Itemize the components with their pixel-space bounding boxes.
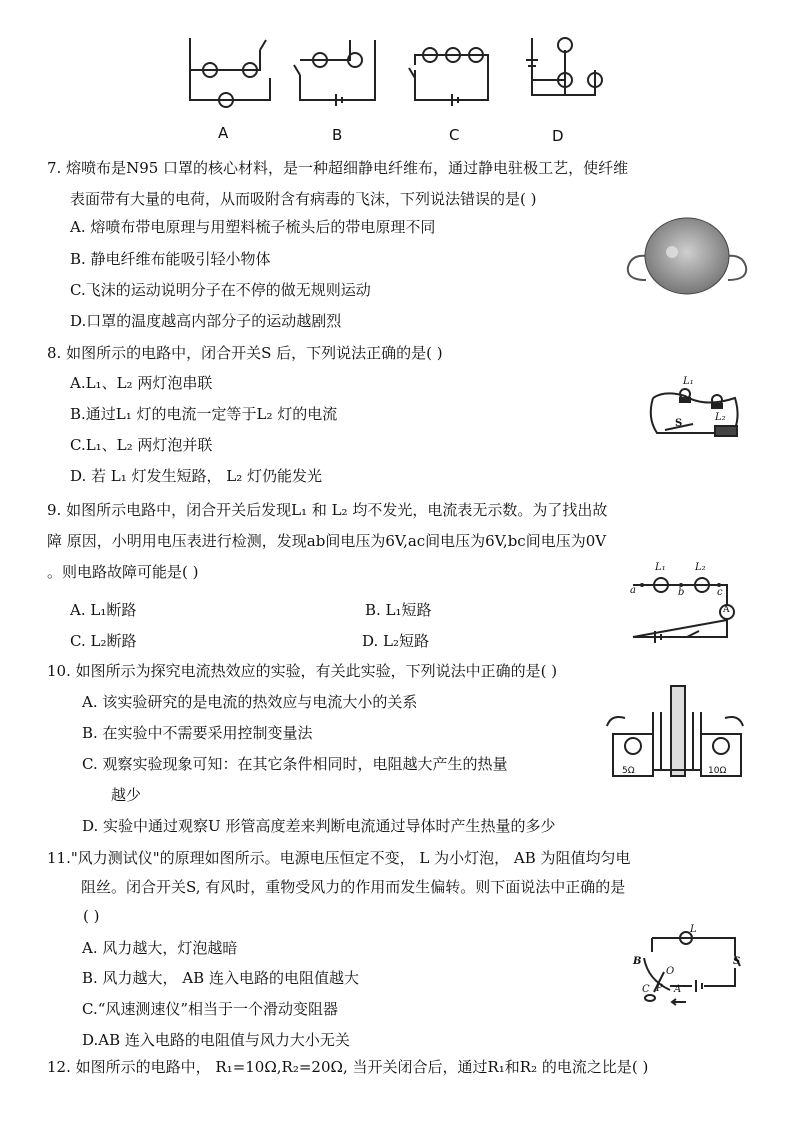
q9-label-c: c <box>717 587 723 598</box>
q10-option-c: C. 观察实验现象可知：在其它条件相同时，电阻越大产生的热量 <box>82 755 508 773</box>
q11-option-c: C.“风速测速仪”相当于一个滑动变阻器 <box>82 1000 339 1018</box>
q12-stem: 12. 如图所示的电路中， R₁=10Ω,R₂=20Ω, 当开关闭合后，通过R₁和R₂ 的电流之比是( ) <box>47 1058 649 1076</box>
q8-option-d: D. 若 L₁ 灯发生短路， L₂ 灯仍能发光 <box>70 467 323 485</box>
q11-option-a: A. 风力越大，灯泡越暗 <box>82 939 238 957</box>
q11-stem-line3: ( ) <box>83 907 100 925</box>
q7-mask-image <box>622 212 752 302</box>
q9-stem-line2: 障 原因，小明用电压表进行检测，发现ab间电压为6V,ac间电压为6V,bc间电压为0V <box>47 532 607 550</box>
q10-option-d: D. 实验中通过观察U 形管高度差来判断电流通过导体时产生热量的多少 <box>82 817 556 835</box>
q11-label-c: C <box>642 984 650 995</box>
q9-option-c: C. L₂断路 <box>70 632 137 650</box>
top-circuit-svg <box>170 30 610 120</box>
q9-stem-line1: 9. 如图所示电路中，闭合开关后发现L₁ 和 L₂ 均不发光，电流表无示数。为了找出故 <box>47 501 608 519</box>
q10-stem: 10. 如图所示为探究电流热效应的实验，有关此实验，下列说法中正确的是( ) <box>47 662 558 680</box>
q11-stem-line2: 阻丝。闭合开关S, 有风时，重物受风力的作用而发生偏转。则下面说法中正确的是 <box>81 878 626 896</box>
q8-label-l1: L₁ <box>683 376 694 387</box>
q11-circuit-svg <box>630 928 745 1013</box>
q11-circuit-figure <box>630 924 745 1013</box>
q8-circuit-svg <box>645 378 745 443</box>
top-label-a: A <box>218 124 229 142</box>
q10-option-a: A. 该实验研究的是电流的热效应与电流大小的关系 <box>82 693 418 711</box>
top-label-c: C <box>449 126 460 144</box>
q9-label-a: a <box>630 585 636 596</box>
q8-option-c: C.L₁、L₂ 两灯泡并联 <box>70 436 213 454</box>
q10-label-5ohm: 5Ω <box>622 766 635 776</box>
q7-stem-line2: 表面带有大量的电荷，从而吸附含有病毒的飞沫，下列说法错误的是( ) <box>70 190 537 208</box>
q7-option-d: D.口罩的温度越高内部分子的运动越剧烈 <box>70 312 342 330</box>
q10-apparatus-figure <box>605 682 745 782</box>
q11-label-l: L <box>690 924 697 935</box>
q9-option-a: A. L₁断路 <box>70 601 137 619</box>
q11-label-s: S <box>733 956 741 967</box>
mask-icon <box>622 212 752 302</box>
q11-option-d: D.AB 连入电路的电阻值与风力大小无关 <box>82 1031 350 1049</box>
q9-circuit-figure <box>625 562 745 647</box>
q9-option-d: D. L₂短路 <box>362 632 430 650</box>
q11-label-p: P <box>656 983 663 994</box>
q7-option-c: C.飞沫的运动说明分子在不停的做无规则运动 <box>70 281 371 299</box>
q11-label-b: B <box>633 956 642 967</box>
q8-label-s: S <box>675 418 683 429</box>
q9-label-b: b <box>678 587 685 598</box>
q11-stem-line1: 11."风力测试仪"的原理如图所示。电源电压恒定不变， L 为小灯泡， AB 为阻值均匀电 <box>47 849 631 867</box>
q9-label-ammeter: A <box>723 605 730 615</box>
q8-option-b: B.通过L₁ 灯的电流一定等于L₂ 灯的电流 <box>70 405 338 423</box>
q8-circuit-figure <box>645 378 745 443</box>
q9-label-l2: L₂ <box>695 562 706 573</box>
q7-stem-line1: 7. 熔喷布是N95 口罩的核心材料，是一种超细静电纤维布，通过静电驻极工艺，使纤维 <box>47 159 629 177</box>
q11-label-a: A <box>674 984 682 995</box>
q10-label-10ohm: 10Ω <box>708 766 727 776</box>
top-label-d: D <box>552 127 564 145</box>
q7-option-b: B. 静电纤维布能吸引轻小物体 <box>70 250 271 268</box>
q9-option-b: B. L₁短路 <box>365 601 432 619</box>
q7-option-a: A. 熔喷布带电原理与用塑料梳子梳头后的带电原理不同 <box>70 218 436 236</box>
q9-stem-line3: 。则电路故障可能是( ) <box>47 563 199 581</box>
q8-option-a: A.L₁、L₂ 两灯泡串联 <box>70 374 213 392</box>
q11-label-o: O <box>666 966 675 977</box>
q8-stem: 8. 如图所示的电路中，闭合开关S 后，下列说法正确的是( ) <box>47 344 443 362</box>
top-circuit-figures <box>170 30 610 120</box>
q8-label-l2: L₂ <box>715 412 726 423</box>
q10-option-b: B. 在实验中不需要采用控制变量法 <box>82 724 313 742</box>
q9-label-l1: L₁ <box>655 562 666 573</box>
top-label-b: B <box>332 126 343 144</box>
q10-option-c-cont: 越少 <box>111 786 142 804</box>
q11-option-b: B. 风力越大， AB 连入电路的电阻值越大 <box>82 969 359 987</box>
